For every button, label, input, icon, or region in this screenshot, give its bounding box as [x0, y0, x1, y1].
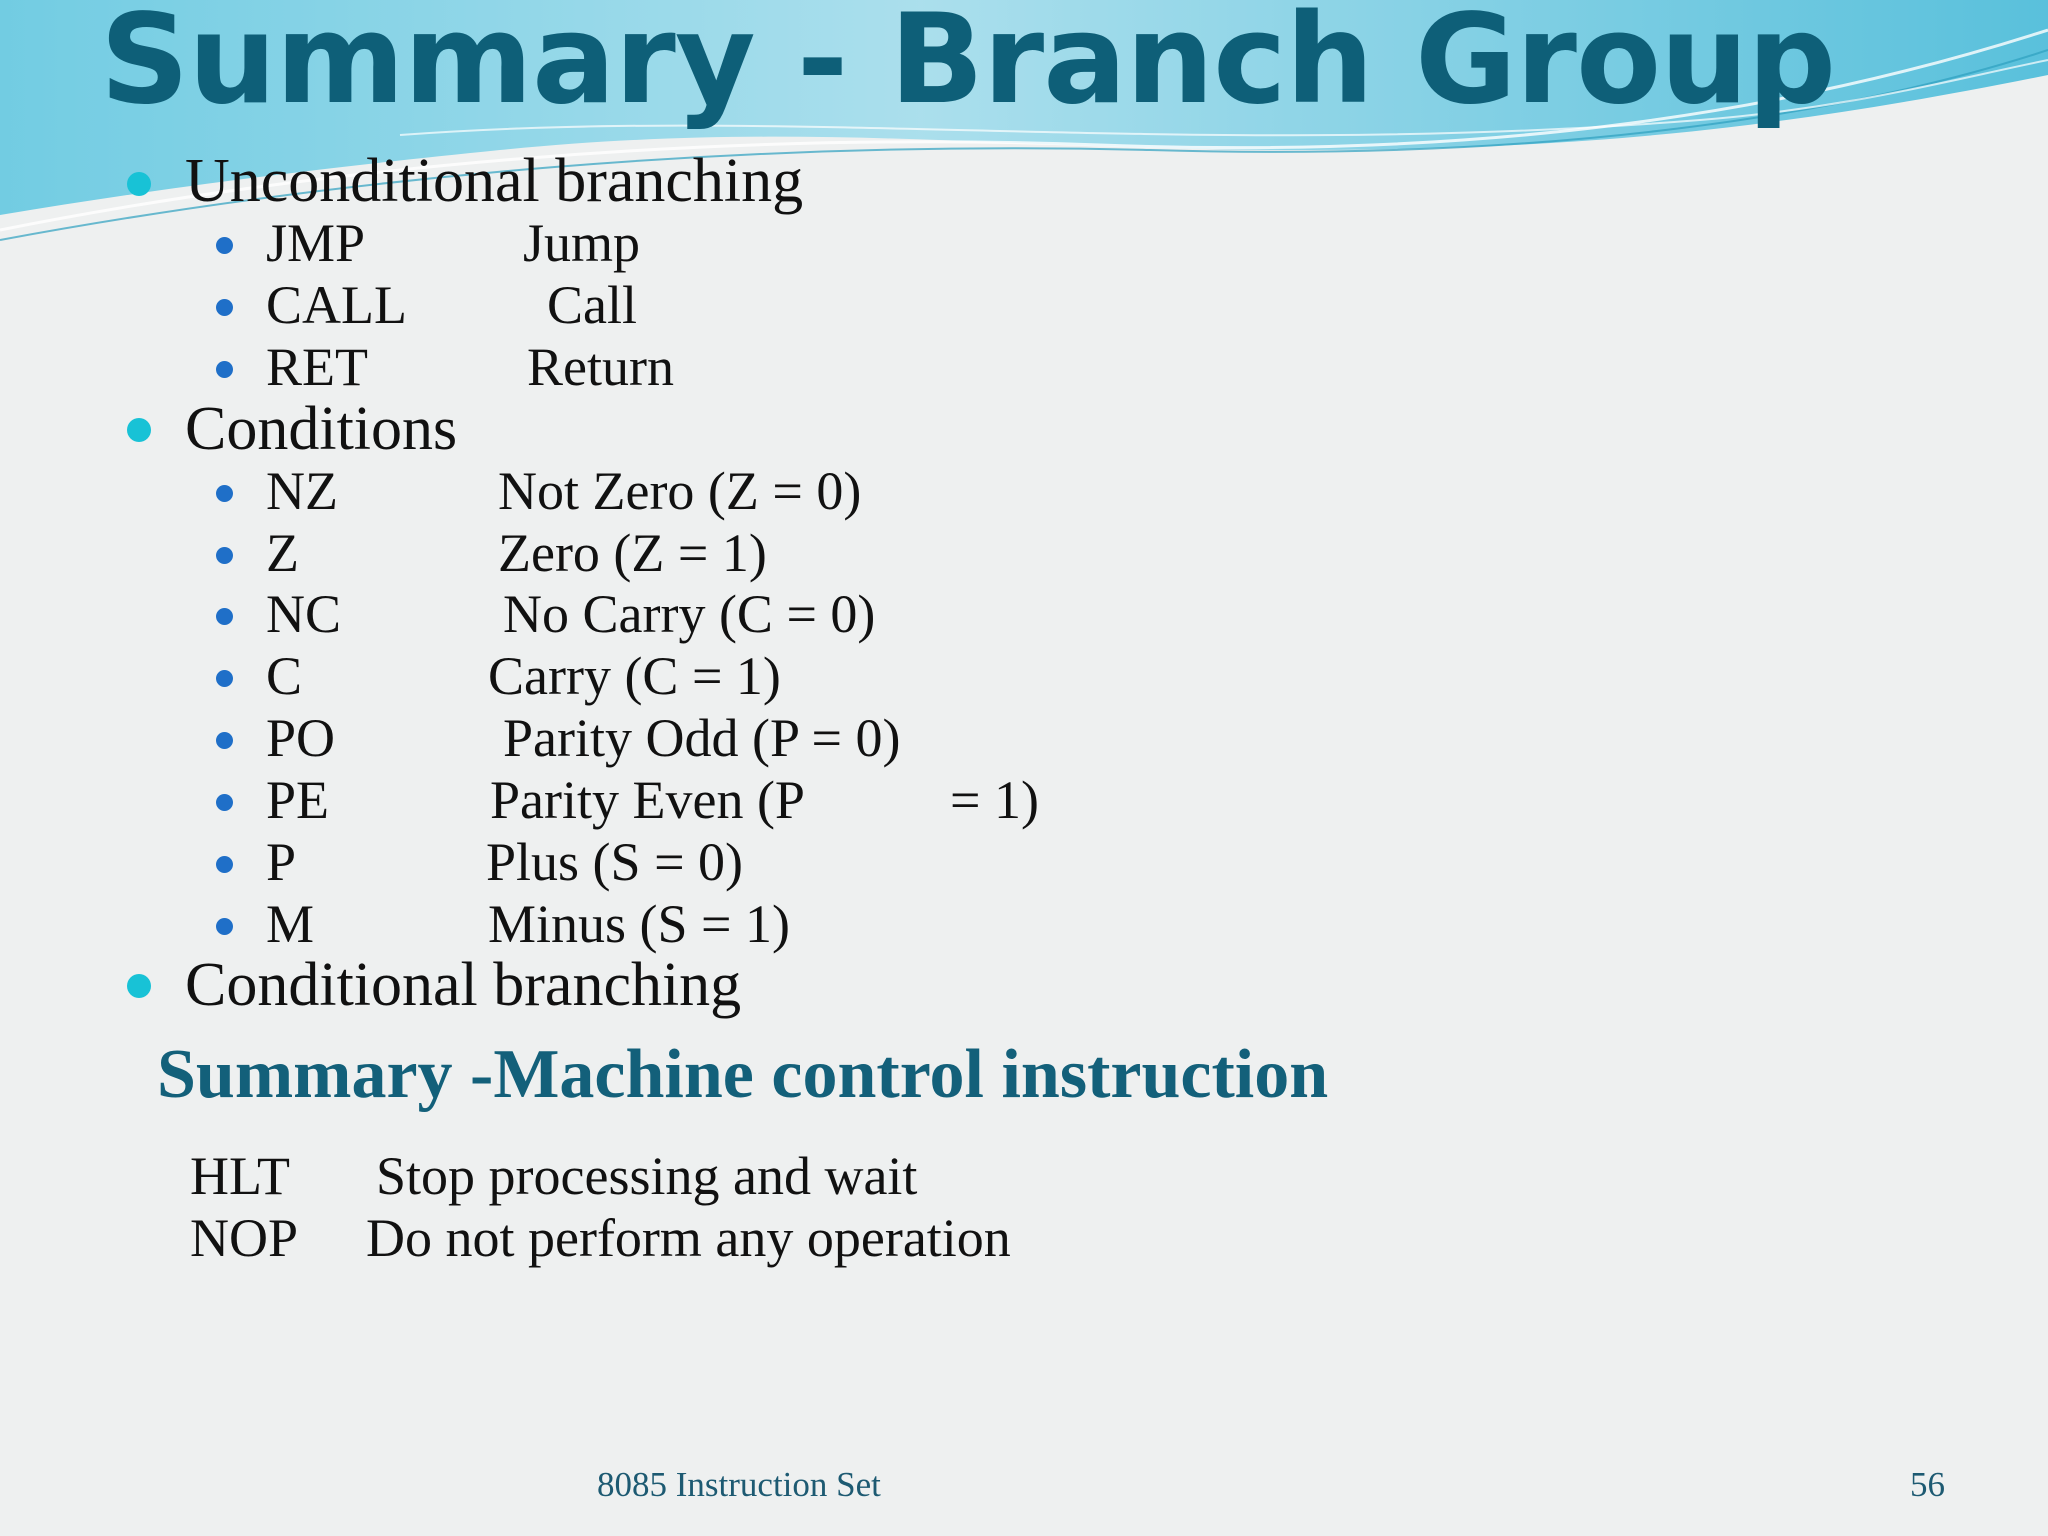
description-ret: Return — [527, 337, 674, 397]
footer-text: 8085 Instruction Set — [597, 1465, 881, 1504]
mnemonic-nz: NZ — [266, 461, 338, 521]
description-z: Zero (Z = 1) — [498, 523, 767, 583]
section-unconditional-label: Unconditional branching — [185, 147, 804, 215]
mnemonic-m: M — [266, 894, 315, 954]
bullet-icon — [216, 361, 233, 378]
description-call: Call — [547, 275, 637, 335]
mnemonic-po: PO — [266, 708, 336, 768]
mnemonic-pe: PE — [266, 770, 330, 830]
bullet-icon — [216, 608, 233, 625]
bullet-icon — [127, 974, 151, 998]
slide-title: Summary - Branch Group — [100, 0, 1836, 132]
description-m: Minus (S = 1) — [488, 894, 790, 954]
bullet-icon — [127, 418, 151, 442]
description-c: Carry (C = 1) — [488, 646, 781, 706]
mnemonic-hlt: HLT — [190, 1146, 291, 1206]
description-hlt: Stop processing and wait — [376, 1146, 918, 1206]
description-jmp: Jump — [523, 213, 641, 273]
bullet-icon — [216, 918, 233, 935]
bullet-icon — [216, 299, 233, 316]
bullet-icon — [216, 732, 233, 749]
section-conditions-label: Conditions — [185, 395, 458, 463]
bullet-icon — [216, 794, 233, 811]
mnemonic-nop: NOP — [190, 1208, 299, 1268]
page-number: 56 — [1910, 1465, 1945, 1504]
description-nc: No Carry (C = 0) — [503, 584, 876, 644]
mnemonic-nc: NC — [266, 584, 342, 644]
description-p: Plus (S = 0) — [486, 832, 744, 892]
bullet-icon — [127, 172, 151, 196]
mnemonic-c: C — [266, 646, 303, 706]
description-pe-tail: = 1) — [950, 770, 1039, 830]
mnemonic-ret: RET — [266, 337, 368, 397]
mnemonic-z: Z — [266, 523, 299, 583]
description-nop: Do not perform any operation — [366, 1208, 1011, 1268]
bullet-icon — [216, 670, 233, 687]
section-conditional-label: Conditional branching — [185, 951, 742, 1019]
bullet-icon — [216, 237, 233, 254]
machine-control-heading: Summary -Machine control instruction — [157, 1036, 1329, 1113]
bullet-icon — [216, 547, 233, 564]
bullet-icon — [216, 485, 233, 502]
mnemonic-p: P — [266, 832, 297, 892]
mnemonic-call: CALL — [266, 275, 407, 335]
description-pe: Parity Even (P — [490, 770, 805, 830]
bullet-icon — [216, 856, 233, 873]
description-po: Parity Odd (P = 0) — [503, 708, 901, 768]
mnemonic-jmp: JMP — [266, 213, 366, 273]
description-nz: Not Zero (Z = 0) — [498, 461, 862, 521]
